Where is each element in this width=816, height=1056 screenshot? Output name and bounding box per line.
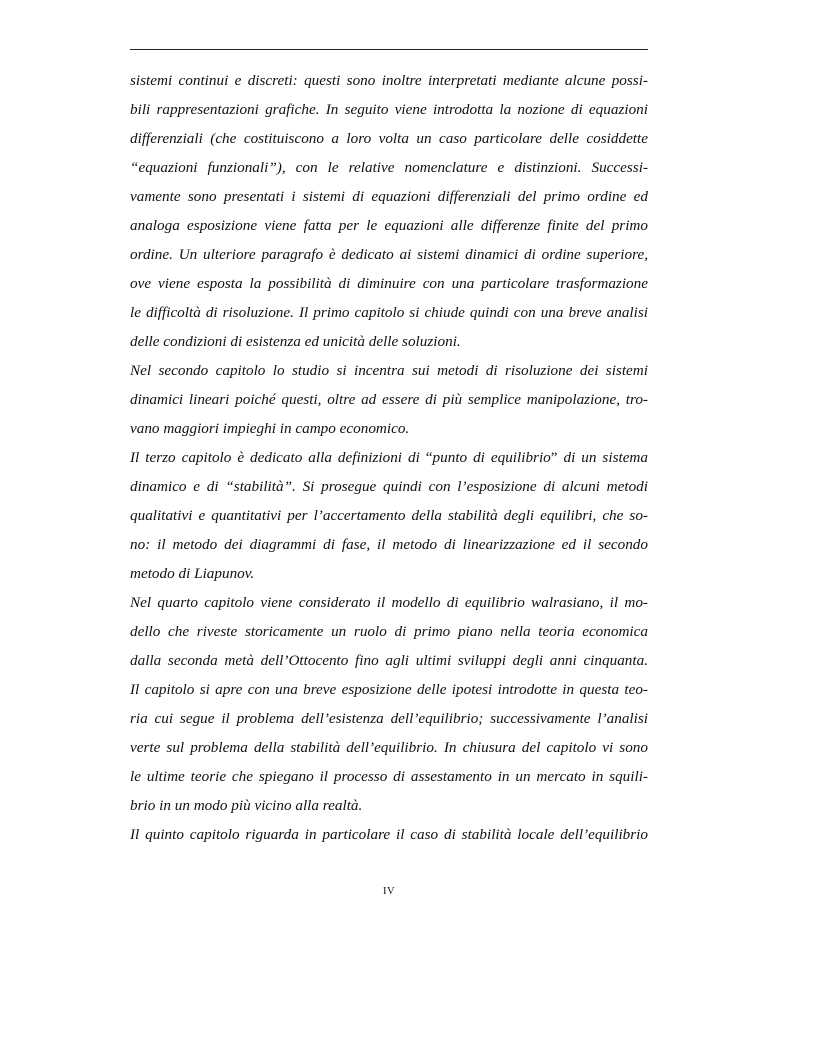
text-line: qualitativi e quantitativi per l’accertamento della stabilità degli equilibri, che so- [130,507,648,524]
text-line: “equazioni funzionali”), con le relative nomenclature e distinzioni. Successi- [130,159,648,176]
text-line: Il capitolo si apre con una breve esposizione delle ipotesi introdotte in questa teo- [130,681,648,698]
close-quote: ” [550,449,558,466]
text-line: dello che riveste storicamente un ruolo di primo piano nella teoria economica [130,623,648,640]
text-line: verte sul problema della stabilità dell’equilibrio. In chiusura del capitolo vi sono [130,739,648,756]
text-line: vamente sono presentati i sistemi di equazioni differenziali del primo ordine ed [130,188,648,205]
text-line: brio in un modo più vicino alla realtà. [130,797,363,814]
text-line: ove viene esposta la possibilità di diminuire con una particolare trasformazione [130,275,648,292]
text-line: bili rappresentazioni grafiche. In seguito viene introdotta la nozione di equazioni [130,101,648,118]
text-fragment: punto di equilibrio [432,449,551,466]
text-line: dinamici lineari poiché questi, oltre ad essere di più semplice manipolazione, tro- [130,391,648,408]
body-text [130,66,648,849]
text-line: sistemi continui e discreti: questi sono inoltre interpretati mediante alcune possi- [130,72,648,89]
text-line: ordine. Un ulteriore paragrafo è dedicato ai sistemi dinamici di ordine superiore, [130,246,648,263]
text-line: le difficoltà di risoluzione. Il primo capitolo si chiude quindi con una breve analisi [130,304,648,321]
text-line: dalla seconda metà dell’Ottocento fino agli ultimi sviluppi degli anni cinquanta. [130,652,648,669]
text-line: Il quinto capitolo riguarda in particolare il caso di stabilità locale dell’equilibrio [130,826,648,843]
text-line: analoga esposizione viene fatta per le equazioni alle differenze finite del primo [130,217,648,234]
page-number: IV [382,886,396,897]
text-line: delle condizioni di esistenza ed unicità delle soluzioni. [130,333,461,350]
text-line: Nel secondo capitolo lo studio si incentra sui metodi di risoluzione dei sistemi [130,362,648,379]
text-line: dinamico e di “stabilità”. Si prosegue quindi con l’esposizione di alcuni metodi [130,478,648,495]
text-fragment: di un sistema [557,449,648,466]
text-line: vano maggiori impieghi in campo economico. [130,420,410,437]
text-line: le ultime teorie che spiegano il processo di assestamento in un mercato in squili- [130,768,648,785]
text-line: differenziali (che costituiscono a loro volta un caso particolare delle cosiddette [130,130,648,147]
text-line: Nel quarto capitolo viene considerato il modello di equilibrio walrasiano, il mo- [130,594,648,611]
text-line: no: il metodo dei diagrammi di fase, il metodo di linearizzazione ed il secondo [130,536,648,553]
text-line: metodo di Liapunov. [130,565,255,582]
open-quote: “ [425,449,433,466]
text-line [130,443,648,472]
text-line: ria cui segue il problema dell’esistenza dell’equilibrio; successivamente l’analisi [130,710,648,727]
header-rule [130,49,648,50]
text-fragment: Il terzo capitolo è dedicato alla definizioni di [130,449,426,466]
